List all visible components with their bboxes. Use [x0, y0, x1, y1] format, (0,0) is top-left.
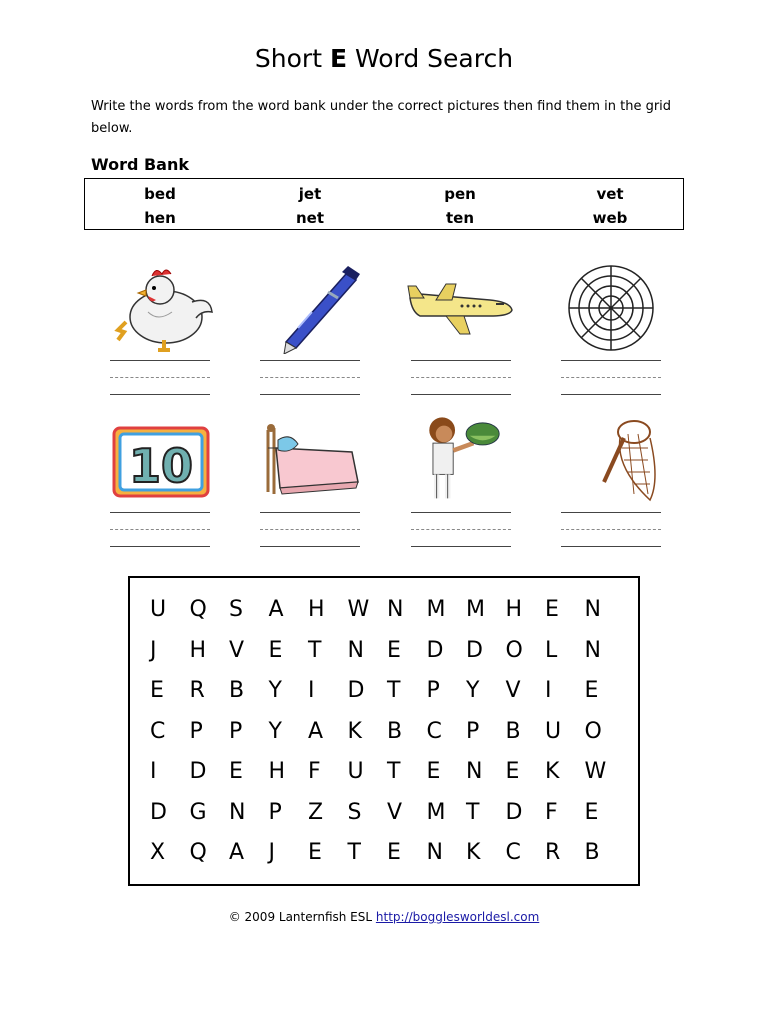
- grid-letter[interactable]: A: [229, 840, 245, 865]
- grid-letter[interactable]: H: [308, 597, 325, 622]
- grid-letter[interactable]: T: [308, 637, 322, 663]
- grid-letter[interactable]: N: [426, 840, 443, 865]
- grid-letter[interactable]: C: [150, 718, 166, 744]
- grid-letter[interactable]: I: [545, 678, 552, 703]
- grid-letter[interactable]: G: [189, 799, 207, 825]
- word-bank-word: bed: [144, 185, 176, 203]
- grid-letter[interactable]: Q: [189, 840, 207, 865]
- grid-letter[interactable]: H: [268, 759, 286, 784]
- grid-letter[interactable]: S: [229, 597, 243, 622]
- ten-number-label: 10: [128, 439, 194, 493]
- jet-picture: [406, 262, 516, 354]
- grid-letter[interactable]: D: [189, 759, 207, 784]
- website-link[interactable]: http://bogglesworldesl.com: [375, 910, 540, 924]
- answer-line-vet[interactable]: [411, 512, 511, 547]
- vet-picture: [412, 410, 522, 502]
- grid-letter[interactable]: P: [229, 718, 243, 744]
- grid-letter[interactable]: R: [189, 678, 205, 703]
- grid-letter[interactable]: V: [229, 637, 245, 663]
- grid-letter[interactable]: C: [505, 840, 521, 865]
- grid-letter[interactable]: E: [545, 597, 559, 622]
- grid-letter[interactable]: K: [545, 759, 560, 784]
- grid-letter[interactable]: T: [387, 759, 401, 784]
- grid-letter[interactable]: D: [150, 799, 167, 825]
- grid-letter[interactable]: N: [347, 637, 364, 663]
- grid-letter[interactable]: T: [387, 678, 401, 703]
- answer-line-ten[interactable]: [110, 512, 210, 547]
- web-picture: [556, 262, 666, 354]
- grid-letter[interactable]: Z: [308, 799, 324, 825]
- grid-letter[interactable]: P: [189, 718, 203, 744]
- grid-letter[interactable]: C: [426, 718, 442, 744]
- instructions: Write the words from the word bank under the correct pictures then find them in the grid below.: [91, 99, 672, 136]
- grid-letter[interactable]: U: [347, 759, 364, 784]
- answer-line-hen[interactable]: [110, 360, 210, 395]
- word-bank-word: hen: [144, 209, 176, 227]
- grid-letter[interactable]: I: [150, 759, 157, 784]
- grid-letter[interactable]: W: [584, 759, 607, 784]
- grid-letter[interactable]: E: [150, 678, 164, 703]
- grid-letter[interactable]: B: [505, 718, 521, 744]
- grid-letter[interactable]: R: [545, 840, 561, 865]
- hen-picture: [108, 262, 218, 354]
- grid-letter[interactable]: U: [150, 597, 167, 622]
- grid-letter[interactable]: A: [268, 597, 284, 622]
- grid-letter[interactable]: M: [426, 799, 446, 825]
- word-bank-box: [84, 178, 684, 230]
- grid-letter[interactable]: B: [387, 718, 403, 744]
- grid-letter[interactable]: K: [347, 718, 362, 744]
- grid-letter[interactable]: B: [584, 840, 600, 865]
- answer-line-jet[interactable]: [411, 360, 511, 395]
- word-search-grid: [128, 576, 640, 886]
- grid-letter[interactable]: J: [268, 840, 275, 865]
- grid-letter[interactable]: O: [584, 718, 602, 744]
- grid-letter[interactable]: E: [505, 759, 520, 784]
- grid-letter[interactable]: P: [426, 678, 440, 703]
- word-bank-word: pen: [444, 185, 476, 203]
- grid-letter[interactable]: N: [584, 597, 601, 622]
- grid-letter[interactable]: N: [466, 759, 483, 784]
- grid-letter[interactable]: W: [347, 597, 370, 622]
- grid-letter[interactable]: D: [505, 799, 523, 825]
- grid-letter[interactable]: V: [387, 799, 403, 825]
- grid-letter[interactable]: L: [545, 637, 558, 663]
- grid-letter[interactable]: E: [229, 759, 243, 784]
- grid-letter[interactable]: N: [584, 637, 601, 663]
- answer-line-bed[interactable]: [260, 512, 360, 547]
- grid-letter[interactable]: I: [308, 678, 315, 703]
- grid-letter[interactable]: E: [268, 637, 283, 663]
- word-bank-word: web: [592, 209, 628, 227]
- grid-letter[interactable]: T: [347, 840, 361, 865]
- ten-picture: [110, 420, 220, 512]
- grid-letter[interactable]: D: [426, 637, 444, 663]
- word-bank-word: vet: [596, 185, 624, 203]
- word-bank-word: ten: [445, 209, 475, 227]
- grid-letter[interactable]: E: [387, 637, 401, 663]
- grid-letter[interactable]: E: [584, 799, 599, 825]
- grid-letter[interactable]: Y: [268, 678, 282, 703]
- grid-letter[interactable]: K: [466, 840, 481, 865]
- grid-letter[interactable]: S: [347, 799, 362, 825]
- grid-letter[interactable]: E: [308, 840, 322, 865]
- grid-letter[interactable]: V: [505, 678, 521, 703]
- net-picture: [578, 418, 688, 510]
- grid-letter[interactable]: P: [268, 799, 282, 825]
- grid-letter[interactable]: N: [387, 597, 404, 622]
- grid-letter[interactable]: Y: [268, 718, 282, 744]
- page-title: Short E Word Search: [254, 44, 514, 73]
- answer-line-net[interactable]: [561, 512, 661, 547]
- grid-letter[interactable]: M: [466, 597, 485, 622]
- grid-letter[interactable]: U: [545, 718, 562, 744]
- footer: [0, 910, 768, 924]
- grid-letter[interactable]: M: [426, 597, 446, 622]
- word-bank-heading: Word Bank: [91, 155, 190, 174]
- grid-letter[interactable]: Y: [466, 678, 480, 703]
- grid-letter[interactable]: T: [466, 799, 480, 825]
- grid-letter[interactable]: X: [150, 840, 166, 865]
- grid-letter[interactable]: E: [584, 678, 599, 703]
- grid-letter[interactable]: N: [229, 799, 246, 825]
- grid-letter[interactable]: A: [308, 718, 324, 744]
- answer-line-web[interactable]: [561, 360, 661, 395]
- grid-letter[interactable]: P: [466, 718, 480, 744]
- copyright-text: © 2009 Lanternfish ESL: [228, 910, 373, 924]
- pen-picture: [262, 262, 372, 354]
- grid-letter[interactable]: E: [426, 759, 441, 784]
- grid-letter[interactable]: H: [189, 637, 207, 663]
- word-bank-word: net: [295, 209, 325, 227]
- grid-letter[interactable]: D: [347, 678, 365, 703]
- grid-letter[interactable]: D: [466, 637, 483, 663]
- grid-letter[interactable]: Q: [189, 597, 207, 622]
- grid-letter[interactable]: B: [229, 678, 245, 703]
- grid-letter[interactable]: H: [505, 597, 523, 622]
- grid-letter[interactable]: O: [505, 637, 523, 663]
- answer-line-pen[interactable]: [260, 360, 360, 395]
- word-bank-word: jet: [298, 185, 322, 203]
- grid-letter[interactable]: F: [308, 759, 321, 784]
- bed-picture: [258, 420, 368, 512]
- grid-letter[interactable]: F: [545, 799, 558, 825]
- grid-letter[interactable]: E: [387, 840, 401, 865]
- grid-letter[interactable]: J: [150, 637, 157, 663]
